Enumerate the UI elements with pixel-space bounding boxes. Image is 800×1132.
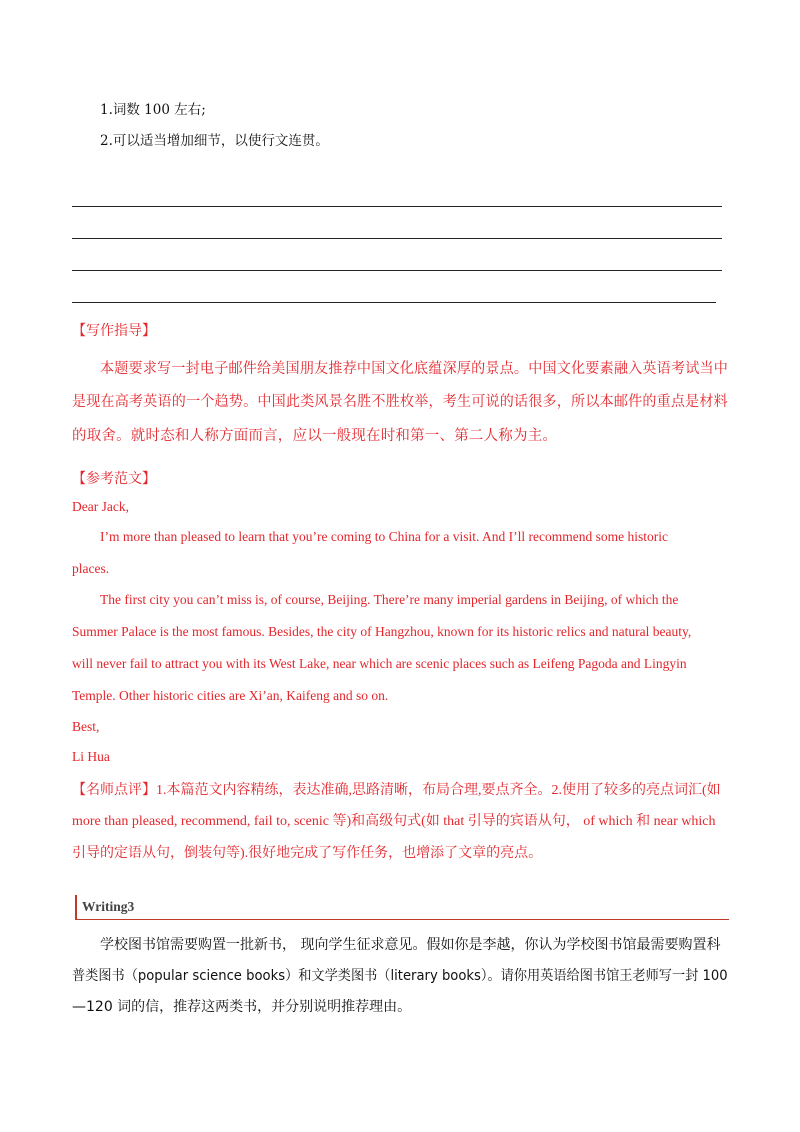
sample-salutation: Dear Jack, (72, 499, 129, 514)
writing3-line: 学校图书馆需要购置一批新书， 现向学生征求意见。假如你是李越，你认为学校图书馆最需要购置科 (100, 937, 721, 953)
guidance-heading: 【写作指导】 (72, 323, 156, 339)
sample-line: Summer Palace is the most famous. Besides, the city of Hangzhou, known for its historic relics and natural beauty, (72, 624, 692, 639)
section-title-bar (75, 895, 729, 920)
comment-line: more than pleased, recommend, fail to, scenic 等)和高级句式(如 that 引导的宾语从句， of which 和 near which (72, 814, 716, 829)
writing3-line: —120 词的信，推荐这两类书，并分别说明推荐理由。 (72, 999, 412, 1015)
section-title: Writing3 (82, 899, 135, 914)
answer-line (72, 270, 722, 271)
sample-signature: Li Hua (72, 749, 110, 764)
sample-line: places. (72, 561, 110, 576)
answer-line (72, 302, 716, 303)
comment-line: 引导的定语从句，倒装句等).很好地完成了写作任务，也增添了文章的亮点。 (72, 846, 543, 861)
answer-line (72, 238, 722, 239)
comment-line: 【名师点评】1.本篇范文内容精练，表达准确,思路清晰，布局合理,要点齐全。2.使用了较多的亮点词汇(如 (72, 783, 721, 798)
guidance-line: 是现在高考英语的一个趋势。中国此类风景名胜不胜枚举，考生可说的话很多，所以本邮件的重点是材料 (72, 394, 728, 410)
requirement-2: 2.可以适当增加细节，以使行文连贯。 (100, 133, 329, 149)
guidance-line: 的取舍。就时态和人称方面而言，应以一般现在时和第一、第二人称为主。 (72, 428, 558, 444)
writing3-line: 普类图书（popular science books）和文学类图书（literary books）。请你用英语给图书馆王老师写一封 100 (72, 968, 728, 984)
sample-closing: Best, (72, 719, 100, 734)
guidance-line: 本题要求写一封电子邮件给美国朋友推荐中国文化底蕴深厚的景点。中国文化要素融入英语考试当中 (100, 361, 729, 377)
requirement-1: 1.词数 100 左右; (100, 102, 206, 118)
sample-line: Temple. Other historic cities are Xi’an, Kaifeng and so on. (72, 688, 389, 703)
sample-line: will never fail to attract you with its West Lake, near which are scenic places such as Leifeng Pagoda and Lingyin (72, 656, 687, 671)
sample-heading: 【参考范文】 (72, 471, 156, 487)
sample-line: I’m more than pleased to learn that you’re coming to China for a visit. And I’ll recommend some historic (100, 529, 668, 544)
answer-line (72, 206, 722, 207)
sample-line: The first city you can’t miss is, of course, Beijing. There’re many imperial gardens in Beijing, of which the (100, 592, 679, 607)
